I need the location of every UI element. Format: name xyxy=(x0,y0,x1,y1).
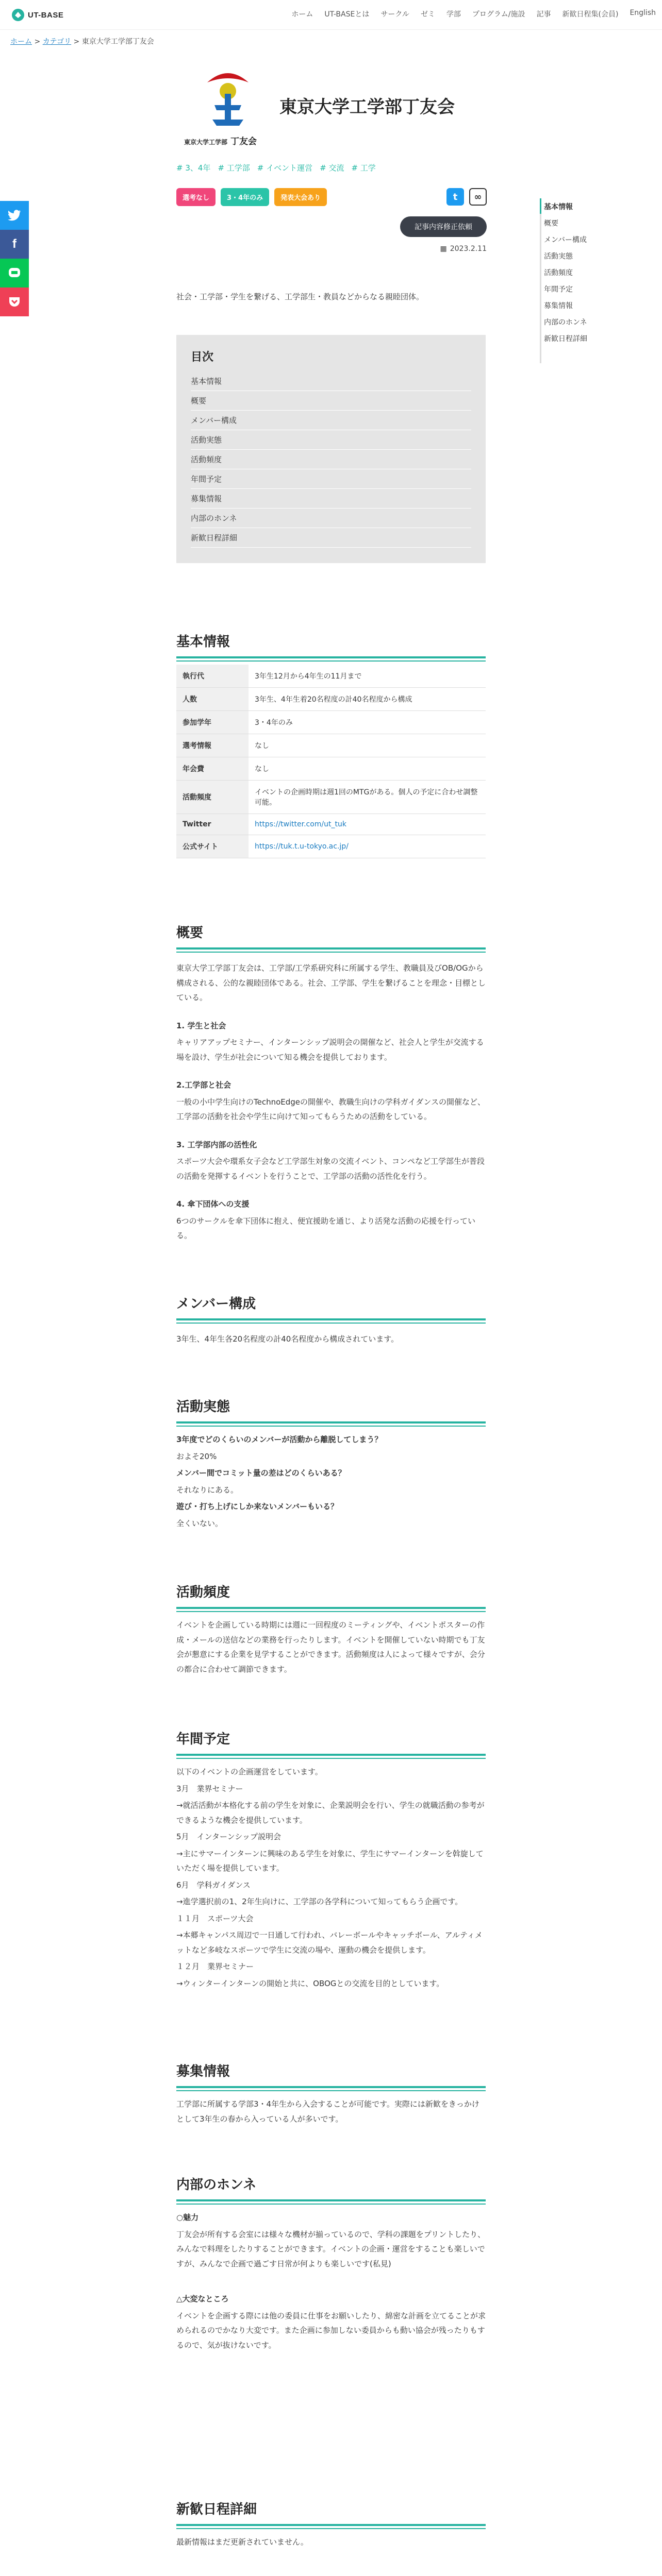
sidebar-toc-item[interactable]: 活動実態 xyxy=(544,252,573,261)
org-title: 東京大学工学部丁友会 xyxy=(279,97,455,117)
toc-item-activity[interactable]: 活動実態 xyxy=(191,430,471,450)
overview-point-text: 一般の小中学生向けのTechnoEdgeの開催や、教職生向けの学科ガイダンスの開催など、工学部の活動を社会や学生に向けて知ってもらうための活動をしている。 xyxy=(176,1097,485,1121)
honne-good-text: 丁友会が所有する会室には様々な機材が揃っているので、学科の課題をプリントしたり、みんなで料理をしたりすることができます。イベントの企画・運営をすることも楽しいですが、みんなで企画で過ごす日常が何よりも楽しいです(私見) xyxy=(176,2229,486,2268)
schedule-line: １２月 業界セミナー xyxy=(176,1962,254,1971)
info-key: 活動頻度 xyxy=(176,781,249,814)
table-row xyxy=(176,781,486,814)
publish-date xyxy=(440,245,487,253)
nav-home[interactable]: ホーム xyxy=(291,10,313,19)
breadcrumb-sep: > xyxy=(34,38,43,46)
table-of-contents xyxy=(176,335,486,563)
schedule-line: →本郷キャンパス周辺で一日通して行われ、バレーボールやキャッチボール、アルティメットなど多岐なスポーツで学生に交流の場や、運動の機会を提供します。 xyxy=(176,1930,483,1955)
tag-item[interactable]: # 3、4年 xyxy=(176,163,211,173)
facebook-share-icon[interactable]: f xyxy=(0,230,29,259)
org-subtitle xyxy=(184,134,257,147)
breadcrumb-home[interactable]: ホーム xyxy=(10,38,32,46)
twitter-share-icon[interactable] xyxy=(0,201,29,230)
frequency-body: イベントを企画している時期には週に一回程度のミーティングや、イベントポスターの作成・メールの送信などの業務を行ったりします。イベントを開催していない時期でも丁友会が懇意にする企業を見学することができます。活動頻度は人によって様々ですが、会分の都合に合わせて調節できます。 xyxy=(176,1620,485,1674)
info-value: 3・4年のみ xyxy=(249,711,486,734)
official-site-link[interactable]: https://tuk.t.u-tokyo.ac.jp/ xyxy=(255,842,349,851)
honne-bad-text: イベントを企画する際には他の委員に仕事をお願いしたり、綿密な計画を立てることが求められるのでかなり大変です。また企画に参加しない委員からも動い協会が残ったりもするので、気が抜けないです。 xyxy=(176,2311,486,2350)
line-share-icon[interactable] xyxy=(0,259,29,287)
qa-question: 3年度でどのくらいのメンバーが活動から離脱してしまう？ xyxy=(176,1435,383,1444)
twitter-icon[interactable]: t xyxy=(446,188,464,206)
schedule-line: →主にサマーインターンに興味のある学生を対象に、学生にサマーインターンを斡旋していただく場を提供しています。 xyxy=(176,1849,484,1873)
tag-item[interactable]: # イベント運営 xyxy=(257,163,313,173)
basic-info-table xyxy=(176,665,486,858)
section-activity-heading: 活動実態 xyxy=(176,1396,486,1423)
nav-program[interactable]: プログラム/施設 xyxy=(472,10,525,19)
info-key: 公式サイト xyxy=(176,835,249,858)
section-overview-heading: 概要 xyxy=(176,922,486,950)
honne-body xyxy=(176,2210,486,2354)
overview-point-heading: 1. 学生と社会 xyxy=(176,1021,226,1030)
sidebar-toc-item[interactable]: 活動頻度 xyxy=(544,269,573,277)
qa-answer: 全くいない。 xyxy=(176,1518,223,1528)
link-copy-icon[interactable]: ∞ xyxy=(469,188,487,206)
org-emblem-icon xyxy=(192,63,264,135)
toc-item-honne[interactable]: 内部のホンネ xyxy=(191,509,471,528)
badge-presentation: 発表大会あり xyxy=(274,188,327,206)
members-body: 3年生、4年生各20名程度の計40名程度から構成されています。 xyxy=(176,1334,399,1344)
overview-point-text: キャリアアップセミナー、インターンシップ説明会の開催など、社会人と学生が交流する場を設け、学生が社会について知る機会を提供しております。 xyxy=(176,1038,484,1062)
shinkan-body: 最新情報はまだ更新されていません。 xyxy=(176,2537,308,2547)
org-sub-main: 丁友会 xyxy=(230,137,257,147)
sidebar-toc-item[interactable]: 内部のホンネ xyxy=(544,318,587,327)
intro-text: 社会・工学部・学生を繋げる、工学部生・教員などからなる親睦団体。 xyxy=(176,292,424,301)
toc-item-basic[interactable]: 基本情報 xyxy=(191,371,471,391)
nav-english[interactable]: English xyxy=(630,9,656,17)
section-recruit-heading: 募集情報 xyxy=(176,2061,486,2088)
badge-no-selection: 選考なし xyxy=(176,188,216,206)
info-key: 参加学年 xyxy=(176,711,249,734)
info-key: 執行代 xyxy=(176,665,249,688)
sidebar-toc-track xyxy=(540,198,541,363)
breadcrumb xyxy=(10,36,154,46)
section-schedule-heading: 年間予定 xyxy=(176,1728,486,1756)
main-nav xyxy=(291,9,656,19)
toc-item-recruit[interactable]: 募集情報 xyxy=(191,489,471,509)
qa-answer: およそ20% xyxy=(176,1451,217,1461)
schedule-line: 6月 学科ガイダンス xyxy=(176,1880,251,1890)
org-sub-small: 東京大学工学部 xyxy=(184,139,228,146)
section-basic-info-heading: 基本情報 xyxy=(176,631,486,658)
sidebar-toc-item[interactable]: 募集情報 xyxy=(544,302,573,310)
nav-circle[interactable]: サークル xyxy=(380,10,409,19)
tag-list xyxy=(176,162,376,173)
nav-seminar[interactable]: ゼミ xyxy=(420,10,435,19)
qa-question: メンバー間でコミット量の差はどのくらいある？ xyxy=(176,1468,346,1478)
section-members-heading: メンバー構成 xyxy=(176,1293,486,1320)
nav-articles[interactable]: 記事 xyxy=(536,10,551,19)
sidebar-toc-item[interactable]: 概要 xyxy=(544,219,558,228)
tag-item[interactable]: # 交流 xyxy=(320,163,344,173)
site-header xyxy=(0,0,662,30)
info-value: イベントの企画時期は週1回のMTGがある。個人の予定に合わせ調整可能。 xyxy=(249,781,486,814)
table-row xyxy=(176,734,486,757)
honne-good-heading: ○魅力 xyxy=(176,2213,199,2222)
schedule-line: →就活活動が本格化する前の学生を対象に、企業説明会を行い、学生の就職活動の参考ができるような機会を提供しています。 xyxy=(176,1801,485,1825)
section-frequency-heading: 活動頻度 xyxy=(176,1582,486,1609)
table-row xyxy=(176,814,486,835)
info-key: 年会費 xyxy=(176,757,249,781)
table-row xyxy=(176,711,486,734)
section-honne-heading: 内部のホンネ xyxy=(176,2174,486,2201)
info-key: 選考情報 xyxy=(176,734,249,757)
overview-body xyxy=(176,961,486,1245)
qa-question: 遊び・打ち上げにしか来ないメンバーもいる？ xyxy=(176,1502,338,1511)
tag-item[interactable]: # 工学部 xyxy=(218,163,250,173)
sidebar-toc-indicator xyxy=(540,198,541,214)
badge-list xyxy=(176,188,327,206)
table-row xyxy=(176,757,486,781)
honne-bad-heading: △大変なところ xyxy=(176,2294,229,2303)
schedule-line: →進学選択前の1、2年生向けに、工学部の各学科について知ってもらう企画です。 xyxy=(176,1897,463,1906)
schedule-line: １１月 スポーツ大会 xyxy=(176,1913,254,1923)
calendar-icon: ▦ xyxy=(440,245,447,253)
report-correction-button[interactable]: 記事内容修正依頼 xyxy=(400,216,487,237)
table-row xyxy=(176,835,486,858)
overview-point-heading: 4. 傘下団体への支援 xyxy=(176,1199,250,1209)
toc-item-overview[interactable]: 概要 xyxy=(191,391,471,411)
info-key: Twitter xyxy=(176,814,249,835)
info-value: なし xyxy=(249,734,486,757)
nav-about[interactable]: UT-BASEとは xyxy=(324,10,370,19)
schedule-line: 3月 業界セミナー xyxy=(176,1784,243,1793)
schedule-body xyxy=(176,1765,486,1993)
toc-item-shinkan[interactable]: 新歓日程詳細 xyxy=(191,528,471,548)
table-row xyxy=(176,688,486,711)
info-value: 3年生12月から4年生の11月まで xyxy=(249,665,486,688)
activity-body xyxy=(176,1432,486,1533)
recruit-body: 工学部に所属する学部3・4年生から入会することが可能です。実際には新歓をきっかけとして3年生の春から入っている人が多いです。 xyxy=(176,2099,479,2124)
sidebar-toc-item[interactable]: 新歓日程詳細 xyxy=(544,335,587,343)
sidebar-toc-item[interactable]: メンバー構成 xyxy=(544,236,587,244)
qa-answer: それなりにある。 xyxy=(176,1485,239,1495)
info-key: 人数 xyxy=(176,688,249,711)
sidebar-toc-item[interactable]: 年間予定 xyxy=(544,285,573,294)
article-main xyxy=(176,57,487,2547)
overview-point-text: スポーツ大会や環系女子会など工学部生対象の交流イベント、コンペなど工学部生が普段の活動を発揮するイベントを行うことで、工学部の活動の活性化を行う。 xyxy=(176,1157,485,1181)
sidebar-toc-item[interactable]: 基本情報 xyxy=(544,203,573,211)
breadcrumb-current: 東京大学工学部丁友会 xyxy=(81,38,154,46)
table-row xyxy=(176,665,486,688)
overview-point-text: 6つのサークルを傘下団体に抱え、便宜援助を通じ、より活発な活動の応援を行っている。 xyxy=(176,1216,475,1240)
nav-shinkan[interactable]: 新歓日程集(会員) xyxy=(562,10,619,19)
toc-item-frequency[interactable]: 活動頻度 xyxy=(191,450,471,469)
twitter-link[interactable]: https://twitter.com/ut_tuk xyxy=(255,820,346,828)
sidebar-toc xyxy=(544,198,611,347)
overview-point-heading: 2.工学部と社会 xyxy=(176,1080,231,1090)
info-value: なし xyxy=(249,757,486,781)
nav-faculty[interactable]: 学部 xyxy=(446,10,461,19)
share-top xyxy=(446,188,487,206)
badge-grade: 3・4年のみ xyxy=(221,188,269,206)
logo-text: UT-BASE xyxy=(28,10,64,20)
pocket-share-icon[interactable] xyxy=(0,287,29,316)
site-logo[interactable] xyxy=(11,8,63,22)
section-shinkan-heading: 新歓日程詳細 xyxy=(176,2499,486,2526)
toc-item-schedule[interactable]: 年間予定 xyxy=(191,469,471,489)
schedule-line: →ウィンターインターンの開始と共に、OBOGとの交流を目的としています。 xyxy=(176,1978,444,1988)
overview-lead: 東京大学工学部丁友会は、工学部/工学系研究科に所属する学生、教職員及びOB/OGから構成される、公的な親睦団体である。社会、工学部、学生を繋げることを理念・目標としている。 xyxy=(176,963,486,1002)
social-share-rail xyxy=(0,201,29,316)
info-value: 3年生、4年生着20名程度の計40名程度から構成 xyxy=(249,688,486,711)
publish-date-text: 2023.2.11 xyxy=(450,245,487,253)
toc-item-members[interactable]: メンバー構成 xyxy=(191,411,471,430)
breadcrumb-sep: > xyxy=(73,38,82,46)
toc-title: 目次 xyxy=(191,351,214,364)
tag-item[interactable]: # 工学 xyxy=(351,163,376,173)
schedule-line: 以下のイベントの企画運営をしています。 xyxy=(176,1767,323,1776)
article-hero xyxy=(176,57,487,160)
ut-base-logo-icon xyxy=(11,8,25,22)
breadcrumb-category[interactable]: カテゴリ xyxy=(42,38,72,46)
overview-point-heading: 3. 工学部内部の活性化 xyxy=(176,1140,257,1149)
schedule-line: 5月 インターンシップ説明会 xyxy=(176,1832,281,1841)
